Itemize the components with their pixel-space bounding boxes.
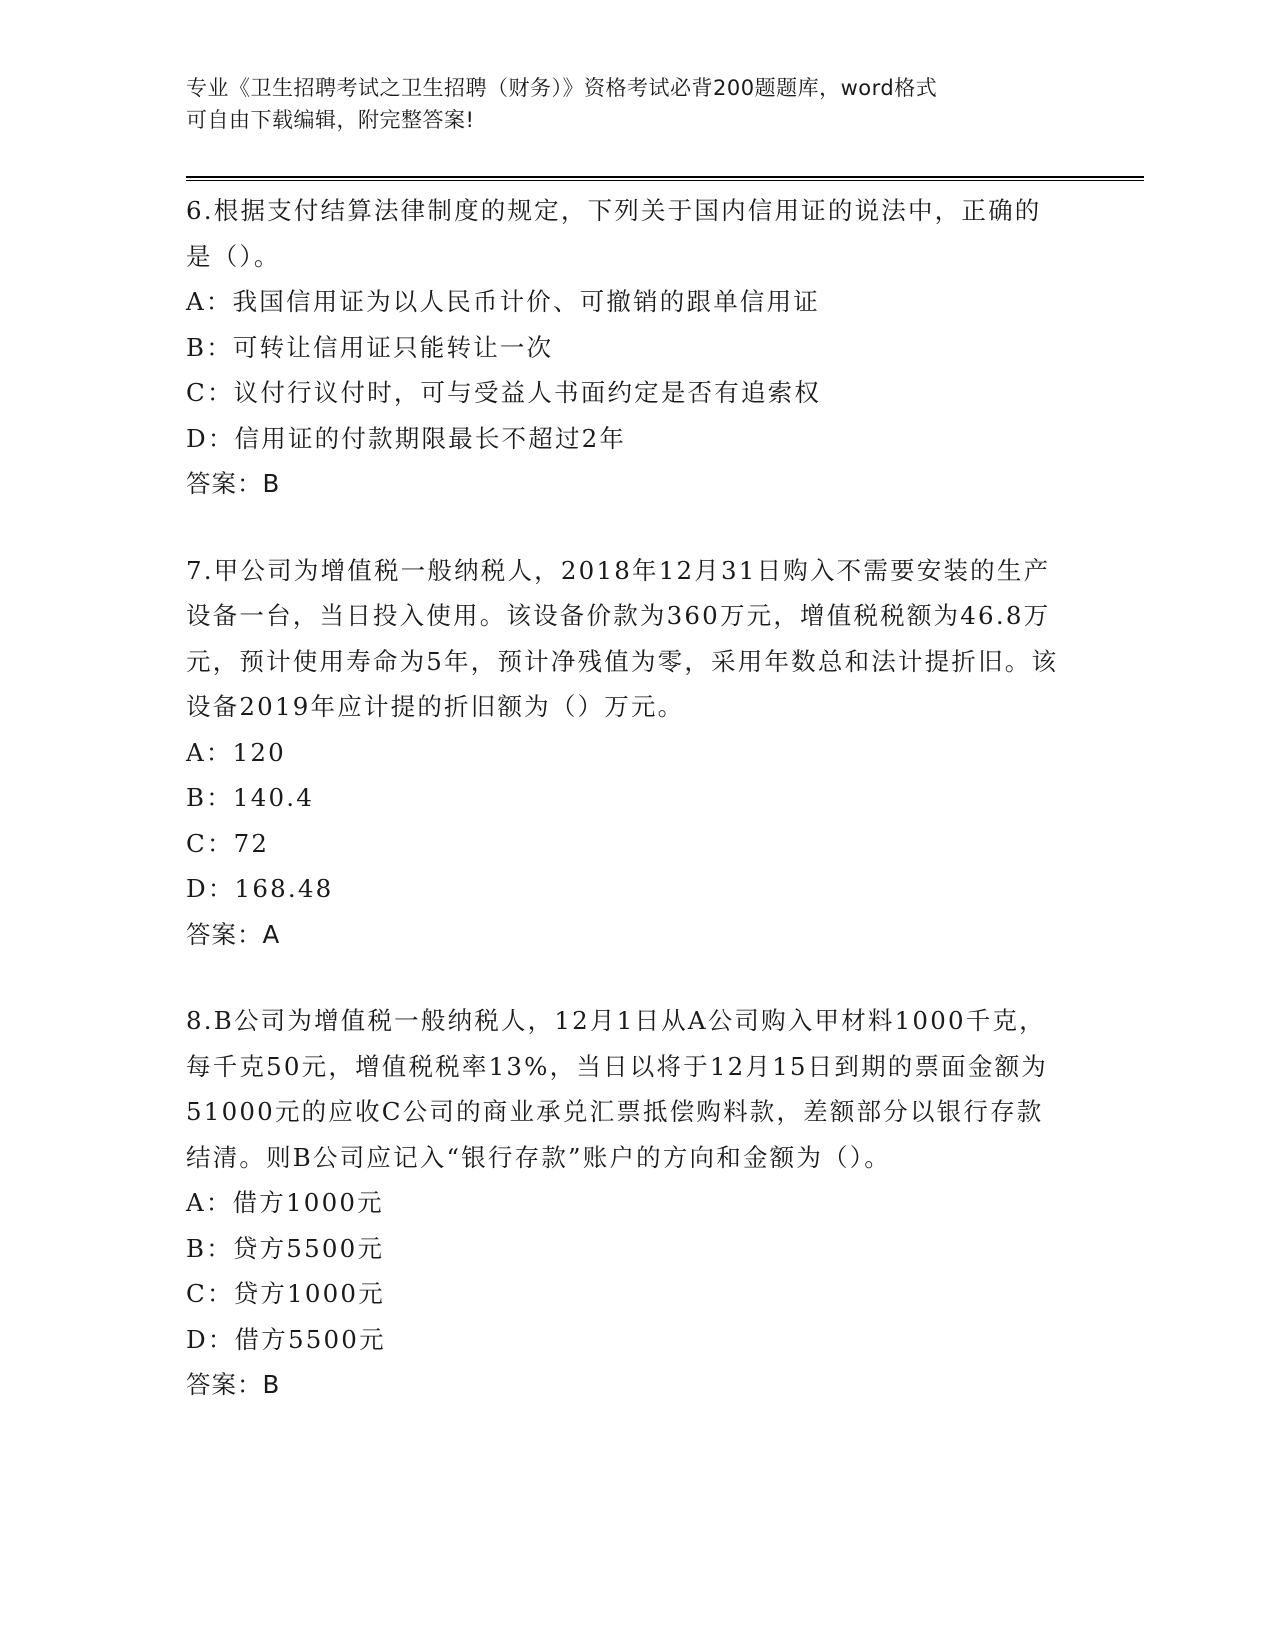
- option-d: D：借方5500元: [186, 1324, 386, 1354]
- option-c: C：72: [186, 828, 270, 858]
- question-8: [186, 998, 1066, 1408]
- option-d: D：信用证的付款期限最长不超过2年: [186, 423, 627, 453]
- option-b: B：可转让信用证只能转让一次: [186, 332, 554, 362]
- question-text: 6.根据支付结算法律制度的规定，下列关于国内信用证的说法中，正确的是（）。: [186, 196, 1042, 271]
- question-text: 7.甲公司为增值税一般纳税人，2018年12月31日购入不需要安装的生产设备一台，当日投入使用。该设备价款为360万元，增值税税额为46.8万元，预计使用寿命为5年，预计净残值为零，采用年数总和法计提折旧。该设备2019年应计提的折旧额为（）万元。: [186, 555, 1059, 721]
- document-header: [186, 72, 1066, 136]
- header-line-2: 可自由下载编辑，附完整答案!: [186, 108, 475, 132]
- question-text: 8.B公司为增值税一般纳税人，12月1日从A公司购入甲材料1000千克，每千克50元，增值税税率13%，当日以将于12月15日到期的票面金额为51000元的应收C公司的商业承兑汇票抵偿购料款，差额部分以银行存款结清。则B公司应记入“银行存款”账户的方向和金额为（）。: [186, 1006, 1048, 1172]
- option-b: B：贷方5500元: [186, 1233, 385, 1263]
- option-a: A：我国信用证为以人民币计价、可撤销的跟单信用证: [186, 287, 820, 316]
- header-line-1: 专业《卫生招聘考试之卫生招聘（财务）》资格考试必背200题题库，word格式: [186, 76, 938, 100]
- option-a: A：120: [186, 737, 286, 767]
- question-list: [186, 188, 1066, 1449]
- option-d: D：168.48: [186, 874, 334, 903]
- answer: 答案：B: [186, 469, 281, 498]
- answer: 答案：A: [186, 919, 281, 949]
- option-c: C：议付行议付时，可与受益人书面约定是否有追索权: [186, 378, 822, 407]
- question-7: [186, 548, 1066, 958]
- answer: 答案：B: [186, 1370, 281, 1399]
- header-divider: [186, 176, 1144, 181]
- option-b: B：140.4: [186, 783, 315, 812]
- option-c: C：贷方1000元: [186, 1279, 385, 1308]
- option-a: A：借方1000元: [186, 1188, 384, 1217]
- question-6: [186, 188, 1066, 507]
